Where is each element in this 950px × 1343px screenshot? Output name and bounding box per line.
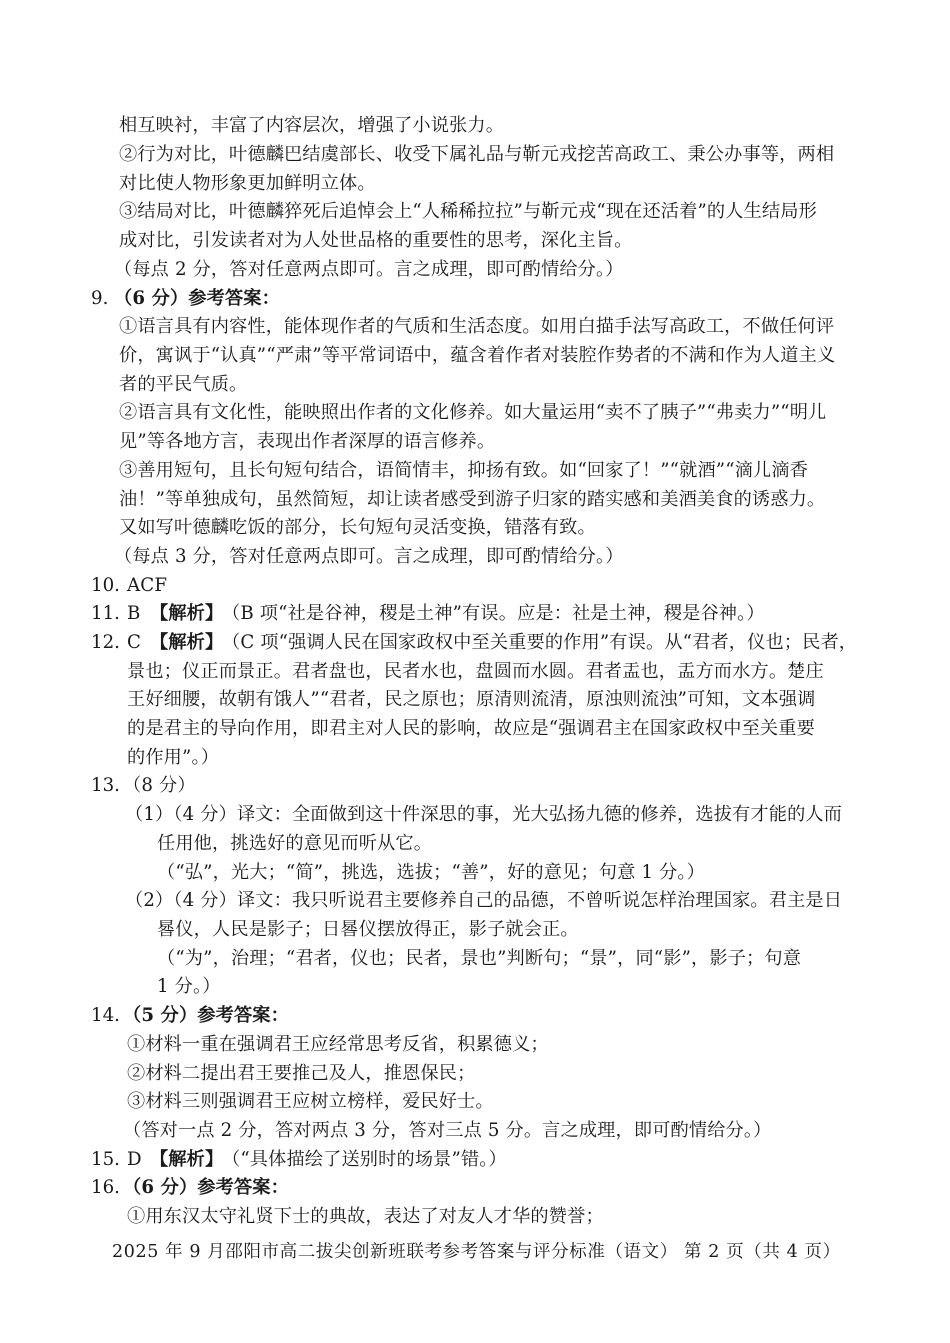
q8-point-3-line-2: 成对比，引发读者对为人处世品格的重要性的思考，深化主旨。 (119, 230, 633, 251)
q13-part-2-scoring-line-1: （“为”，治理；“君者，仪也；民者，景也”判断句；“景”，同“影”，影子；句意 (157, 948, 802, 969)
q12-analysis-line-3: 王好细腰，故朝有饿人”“君者，民之原也；原清则流清，原浊则流浊”可知，文本强调 (127, 689, 816, 710)
q9-point-1-line-2: 价，寓讽于“认真”“严肃”等平常词语中，蕴含着作者对装腔作势者的不满和作为人道主义 (119, 345, 836, 366)
q10-answer: ACF (127, 575, 168, 596)
q11-number: 11. (91, 603, 120, 624)
q13-part-2-line-2: 晷仪，人民是影子；日晷仪摆放得正，影子就会正。 (157, 919, 579, 940)
q8-point-2-line-1: ②行为对比，叶德麟巴结虞部长、收受下属礼品与靳元戎挖苦高政工、秉公办事等，两相 (119, 144, 835, 165)
q8-scoring-note: （每点 2 分，答对任意两点即可。言之成理，即可酌情给分。） (114, 259, 624, 280)
q8-line-continuation: 相互映衬，丰富了内容层次，增强了小说张力。 (119, 115, 505, 136)
q9-point-2-line-1: ②语言具有文化性，能映照出作者的文化修养。如大量运用“卖不了胰子”“弗卖力”“明儿 (119, 402, 827, 423)
page-footer: 2025 年 9 月邵阳市高二拔尖创新班联考参考答案与评分标准（语文） 第 2 页（共 4 页） (112, 1242, 841, 1262)
q11-analysis: （B 项“社是谷神，稷是土神”有误。应是：社是土神，稷是谷神。） (222, 603, 765, 624)
q8-point-2-line-2: 对比使人物形象更加鲜明立体。 (119, 173, 376, 194)
q9-point-1-line-3: 者的平民气质。 (119, 374, 248, 395)
q14-point-2: ②材料二提出君王要推己及人，推恩保民； (127, 1063, 476, 1084)
q9-point-3-line-3: 又如写叶德麟吃饭的部分，长句短句灵活变换，错落有致。 (119, 517, 596, 538)
q9-point-1-line-1: ①语言具有内容性，能体现作者的气质和生活态度。如用白描手法写高政工，不做任何评 (119, 316, 835, 337)
q13-part-1-line-1: （1）（4 分）译文：全面做到这十件深思的事，光大弘扬九德的修养，选拔有才能的人而 (125, 804, 843, 825)
q13-number: 13. (91, 775, 120, 796)
q9-heading: （6 分）参考答案： (114, 288, 280, 309)
q16-number: 16. (91, 1177, 120, 1198)
q8-point-3-line-1: ③结局对比，叶德麟猝死后追悼会上“人稀稀拉拉”与靳元戎“现在还活着”的人生结局形 (119, 201, 817, 222)
q13-part-2-line-1: （2）（4 分）译文：我只听说君主要修养自己的品德，不曾听说怎样治理国家。君主是日 (125, 890, 843, 911)
q12-analysis-line-4: 的是君主的导向作用，即君主对人民的影响，故应是“强调君主在国家政权中至关重要 (127, 718, 815, 739)
q12-answer: C (127, 632, 142, 653)
q14-number: 14. (91, 1005, 120, 1026)
q15-analysis-tag: 【解析】 (150, 1149, 224, 1170)
q13-part-1-line-2: 任用他，挑选好的意见而听从它。 (157, 833, 433, 854)
q10-number: 10. (91, 575, 120, 596)
q12-analysis-line-2: 景也；仪正而景正。君者盘也，民者水也，盘圆而水圆。君者盂也，盂方而水方。楚庄 (127, 661, 824, 682)
q9-point-2-line-2: 见”等各地方言，表现出作者深厚的语言修养。 (119, 431, 496, 452)
q16-point-1: ①用东汉太守礼贤下士的典故，表达了对友人才华的赞誉； (127, 1206, 604, 1227)
q12-analysis-line-5: 的作用”。） (127, 747, 220, 768)
q9-scoring-note: （每点 3 分，答对任意两点即可。言之成理，即可酌情给分。） (114, 546, 624, 567)
q15-number: 15. (91, 1149, 120, 1170)
q14-point-1: ①材料一重在强调君王应经常思考反省，积累德义； (127, 1034, 549, 1055)
q15-analysis: （“具体描绘了送别时的场景”错。） (222, 1149, 507, 1170)
q14-scoring-note: （答对一点 2 分，答对两点 3 分，答对三点 5 分。言之成理，即可酌情给分。） (123, 1120, 772, 1141)
q9-point-3-line-1: ③善用短句，且长句短句结合，语简情丰，抑扬有致。如“回家了！”“就酒”“滴儿滴香 (119, 460, 809, 481)
q14-heading: （5 分）参考答案： (123, 1005, 289, 1026)
q15-answer: D (127, 1149, 142, 1170)
q12-analysis-tag: 【解析】 (150, 632, 224, 653)
q12-number: 12. (91, 632, 120, 653)
q13-part-1-scoring: （“弘”，光大；“简”，挑选，选拔；“善”，好的意见；句意 1 分。） (157, 862, 705, 883)
q12-analysis-line-1: （C 项“强调人民在国家政权中至关重要的作用”有误。从“君者，仪也；民者， (222, 632, 858, 653)
q11-answer: B (127, 603, 141, 624)
q13-heading: （8 分） (123, 775, 196, 796)
q13-part-2-scoring-line-2: 1 分。） (157, 976, 221, 997)
q14-point-3: ③材料三则强调君王应树立榜样，爱民好士。 (127, 1091, 494, 1112)
q9-number: 9. (91, 288, 109, 309)
q11-analysis-tag: 【解析】 (150, 603, 224, 624)
q16-heading: （6 分）参考答案： (123, 1177, 289, 1198)
q9-point-3-line-2: 油！”等单独成句，虽然简短，却让读者感受到游子归家的踏实感和美酒美食的诱惑力。 (119, 489, 826, 510)
